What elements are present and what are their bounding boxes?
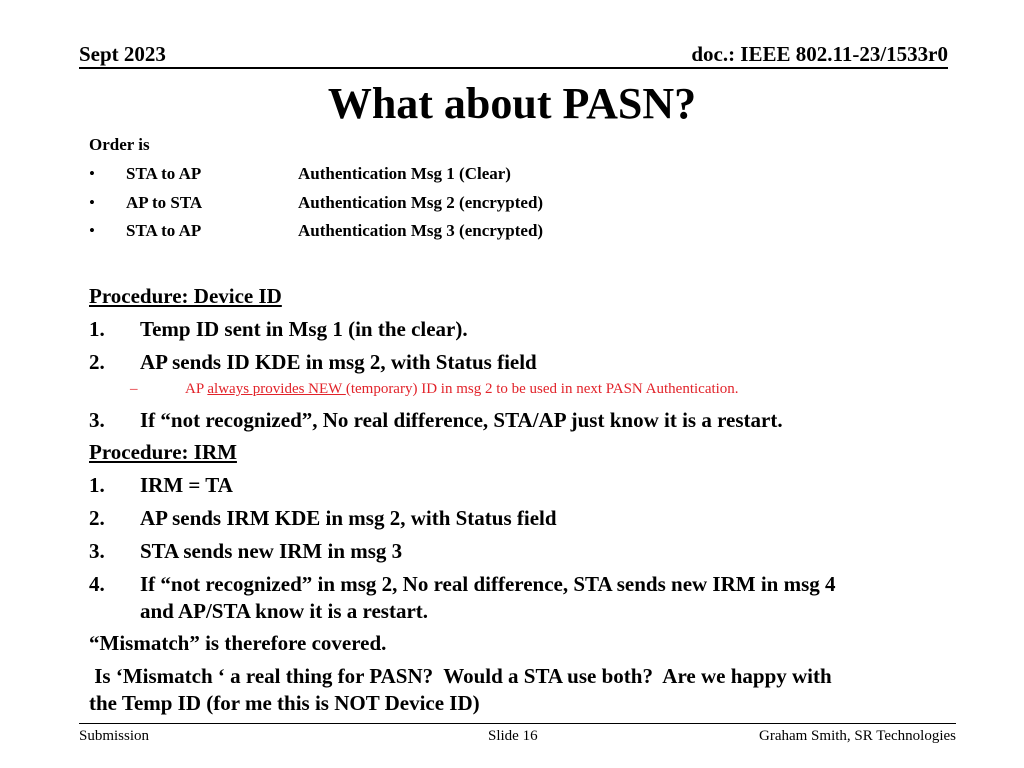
step-number: 2. xyxy=(89,506,105,530)
step-text: IRM = TA xyxy=(140,473,233,497)
bullet: • xyxy=(89,221,95,240)
sub-item-prefix: AP xyxy=(185,381,208,397)
step-number: 1. xyxy=(89,317,105,341)
question-line-2: the Temp ID (for me this is NOT Device ID) xyxy=(89,691,480,715)
footer-slide-number: Slide 16 xyxy=(488,728,538,744)
question-line-1: Is ‘Mismatch ‘ a real thing for PASN? Would a STA use both? Are we happy with xyxy=(89,664,832,688)
step-text: If “not recognized”, No real difference, STA/AP just know it is a restart. xyxy=(140,408,783,432)
step-number: 3. xyxy=(89,539,105,563)
header-date: Sept 2023 xyxy=(79,42,166,66)
step-text: Temp ID sent in Msg 1 (in the clear). xyxy=(140,317,468,341)
step-number: 4. xyxy=(89,572,105,596)
conclusion-text: “Mismatch” is therefore covered. xyxy=(89,631,387,655)
step-number: 3. xyxy=(89,408,105,432)
footer-author: Graham Smith, SR Technologies xyxy=(759,728,956,744)
order-label: Order is xyxy=(89,135,150,154)
order-direction: STA to AP xyxy=(126,221,202,240)
irm-step-continuation: and AP/STA know it is a restart. xyxy=(140,599,429,623)
sub-item-suffix: (temporary) ID in msg 2 to be used in next PASN Authentication. xyxy=(345,381,739,397)
order-direction: STA to AP xyxy=(126,164,202,183)
step-text: If “not recognized” in msg 2, No real difference, STA sends new IRM in msg 4 xyxy=(140,572,836,596)
irm-heading: Procedure: IRM xyxy=(89,440,237,464)
sub-item-text xyxy=(185,381,739,398)
step-number: 2. xyxy=(89,350,105,374)
footer-submission: Submission xyxy=(79,728,150,744)
order-message: Authentication Msg 2 (encrypted) xyxy=(298,193,544,212)
header-rule xyxy=(79,67,948,69)
sub-item-underlined: always provides NEW xyxy=(207,381,346,397)
step-number: 1. xyxy=(89,473,105,497)
order-message: Authentication Msg 3 (encrypted) xyxy=(298,221,544,240)
bullet: • xyxy=(89,193,95,212)
order-message: Authentication Msg 1 (Clear) xyxy=(298,164,511,183)
order-direction: AP to STA xyxy=(126,193,203,212)
step-text: STA sends new IRM in msg 3 xyxy=(140,539,403,563)
bullet: • xyxy=(89,164,95,183)
slide-title: What about PASN? xyxy=(327,79,697,128)
dash: – xyxy=(130,381,138,397)
footer-rule xyxy=(79,723,956,724)
device-id-heading: Procedure: Device ID xyxy=(89,284,282,308)
step-text: AP sends IRM KDE in msg 2, with Status field xyxy=(140,506,557,530)
step-text: AP sends ID KDE in msg 2, with Status field xyxy=(140,350,537,374)
header-doc-number: doc.: IEEE 802.11-23/1533r0 xyxy=(691,42,948,66)
